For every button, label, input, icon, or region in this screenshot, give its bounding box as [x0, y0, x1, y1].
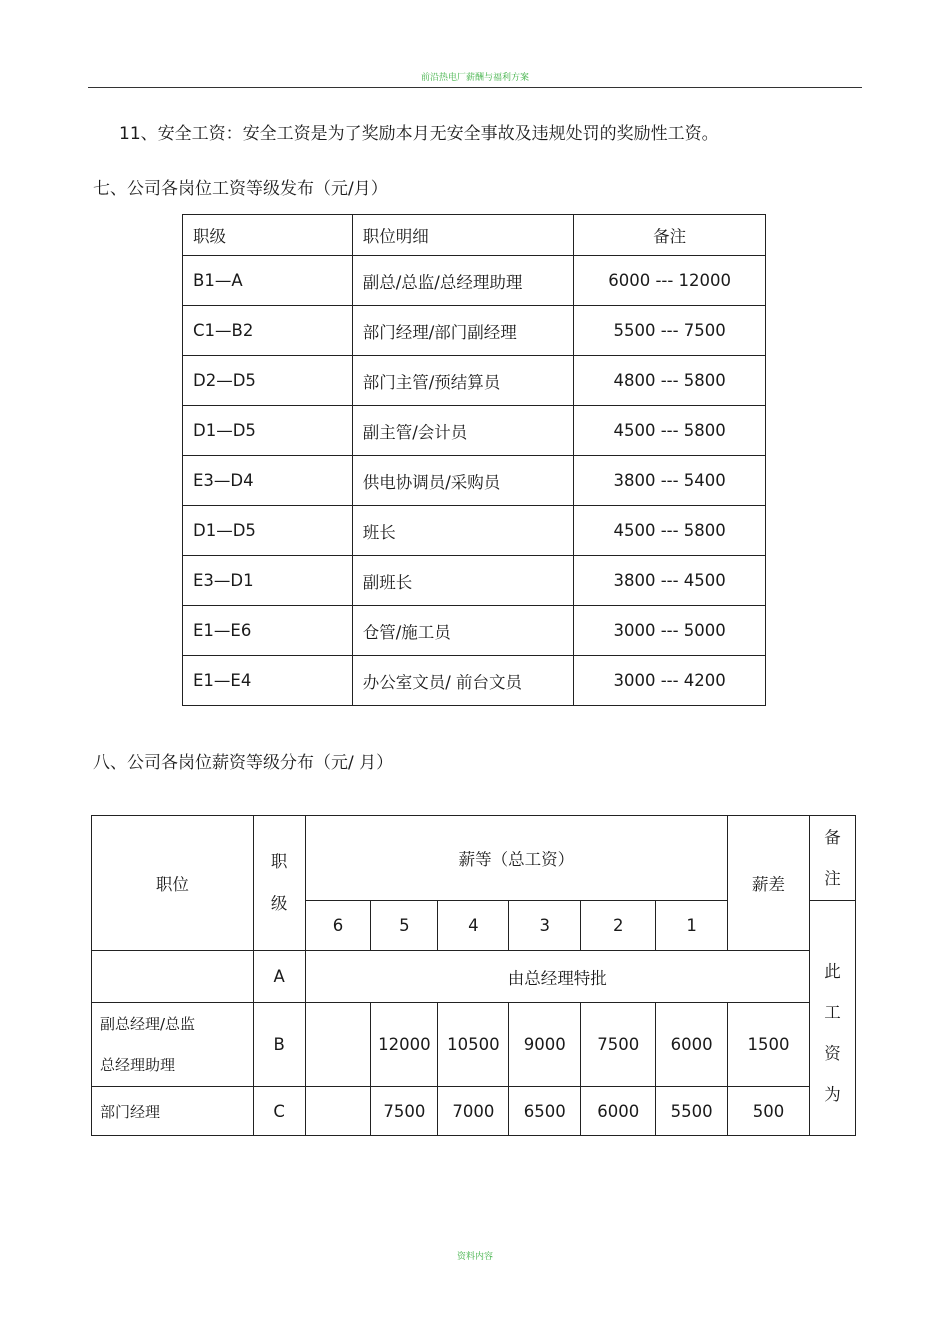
cell-grade: E1—E4	[183, 656, 353, 706]
cell-position-line: 副总经理/总监	[100, 1014, 196, 1033]
cell-grade: E3—D1	[183, 556, 353, 606]
salary-grade-table	[91, 815, 856, 1136]
page-header-text: 前沿热电厂薪酬与福利方案	[420, 73, 529, 83]
cell-grade: B1—A	[183, 256, 353, 306]
cell-salary-diff: 500	[728, 1087, 810, 1136]
cell-grade: E3—D4	[183, 456, 353, 506]
cell-position	[92, 1003, 254, 1087]
note-char: 资	[824, 1044, 841, 1063]
cell-range: 6000 --- 12000	[574, 256, 766, 306]
page-footer-text: 资料内容	[456, 1252, 493, 1262]
note-body-cell	[809, 901, 855, 1136]
table-row-a	[92, 951, 856, 1003]
cell-range: 3800 --- 4500	[574, 556, 766, 606]
grade-cell: 5	[371, 901, 438, 951]
table-row	[183, 406, 766, 456]
cell-salary: 6000	[581, 1087, 656, 1136]
cell-range: 4500 --- 5800	[574, 506, 766, 556]
table-header-row	[92, 816, 856, 901]
table-row-c	[92, 1087, 856, 1136]
cell-level: C	[253, 1087, 305, 1136]
cell-range: 4500 --- 5800	[574, 406, 766, 456]
cell-level: A	[253, 951, 305, 1003]
cell-salary: 7500	[581, 1003, 656, 1087]
cell-range: 3000 --- 5000	[574, 606, 766, 656]
table-row	[183, 556, 766, 606]
cell-range: 5500 --- 7500	[574, 306, 766, 356]
header-cell-salary-diff: 薪差	[728, 816, 810, 951]
cell-salary	[305, 1087, 371, 1136]
section-8-title: 八、公司各岗位薪资等级分布（元/ 月）	[93, 753, 394, 773]
grade-cell: 4	[438, 901, 509, 951]
cell-position: 部门经理/部门副经理	[352, 306, 574, 356]
cell-special-approval: 由总经理特批	[305, 951, 809, 1003]
cell-salary: 10500	[438, 1003, 509, 1087]
header-cell-remark: 备注	[574, 215, 766, 256]
cell-grade: C1—B2	[183, 306, 353, 356]
cell-salary: 7000	[438, 1087, 509, 1136]
header-level-char: 职	[270, 852, 288, 871]
cell-grade: D1—D5	[183, 506, 353, 556]
cell-position: 部门主管/预结算员	[352, 356, 574, 406]
header-level-char: 级	[270, 894, 288, 913]
cell-position: 仓管/施工员	[352, 606, 574, 656]
cell-position: 副班长	[352, 556, 574, 606]
header-note-char: 备	[824, 828, 841, 847]
table-row	[183, 306, 766, 356]
header-divider	[88, 87, 862, 88]
cell-salary: 6000	[656, 1003, 728, 1087]
cell-salary: 6500	[509, 1087, 581, 1136]
table-row	[183, 606, 766, 656]
note-char: 为	[824, 1085, 841, 1104]
cell-position: 副主管/会计员	[352, 406, 574, 456]
cell-position: 办公室文员/ 前台文员	[352, 656, 574, 706]
cell-position-empty	[92, 951, 254, 1003]
header-cell-salary-grade: 薪等（总工资）	[305, 816, 728, 901]
cell-grade: D1—D5	[183, 406, 353, 456]
table-row	[183, 256, 766, 306]
wage-grade-table	[182, 214, 766, 706]
table-row	[183, 356, 766, 406]
note-char: 工	[824, 1003, 841, 1022]
header-cell-position: 职位	[92, 816, 254, 951]
header-cell-grade: 职级	[183, 215, 353, 256]
header-cell-note	[809, 816, 855, 901]
cell-position: 副总/总监/总经理助理	[352, 256, 574, 306]
table-row	[183, 506, 766, 556]
grade-cell: 6	[305, 901, 371, 951]
grade-cell: 1	[656, 901, 728, 951]
cell-salary	[305, 1003, 371, 1087]
cell-salary-diff: 1500	[728, 1003, 810, 1087]
cell-grade: D2—D5	[183, 356, 353, 406]
header-cell-level	[253, 816, 305, 951]
table-header-row	[183, 215, 766, 256]
header-note-char: 注	[824, 869, 841, 888]
table-row	[183, 456, 766, 506]
grade-cell: 2	[581, 901, 656, 951]
cell-range: 3800 --- 5400	[574, 456, 766, 506]
cell-level: B	[253, 1003, 305, 1087]
table-row-b	[92, 1003, 856, 1087]
table-row	[183, 656, 766, 706]
section-7-title: 七、公司各岗位工资等级发布（元/月）	[93, 179, 388, 199]
cell-position: 部门经理	[92, 1087, 254, 1136]
cell-salary: 7500	[371, 1087, 438, 1136]
cell-salary: 5500	[656, 1087, 728, 1136]
cell-position: 班长	[352, 506, 574, 556]
cell-salary: 12000	[371, 1003, 438, 1087]
cell-position-line: 总经理助理	[100, 1055, 176, 1074]
cell-salary: 9000	[509, 1003, 581, 1087]
cell-position: 供电协调员/采购员	[352, 456, 574, 506]
grade-cell: 3	[509, 901, 581, 951]
header-cell-position: 职位明细	[352, 215, 574, 256]
cell-grade: E1—E6	[183, 606, 353, 656]
cell-range: 3000 --- 4200	[574, 656, 766, 706]
note-char: 此	[824, 962, 841, 981]
safety-wage-paragraph: 11、安全工资：安全工资是为了奖励本月无安全事故及违规处罚的奖励性工资。	[119, 124, 719, 144]
cell-range: 4800 --- 5800	[574, 356, 766, 406]
